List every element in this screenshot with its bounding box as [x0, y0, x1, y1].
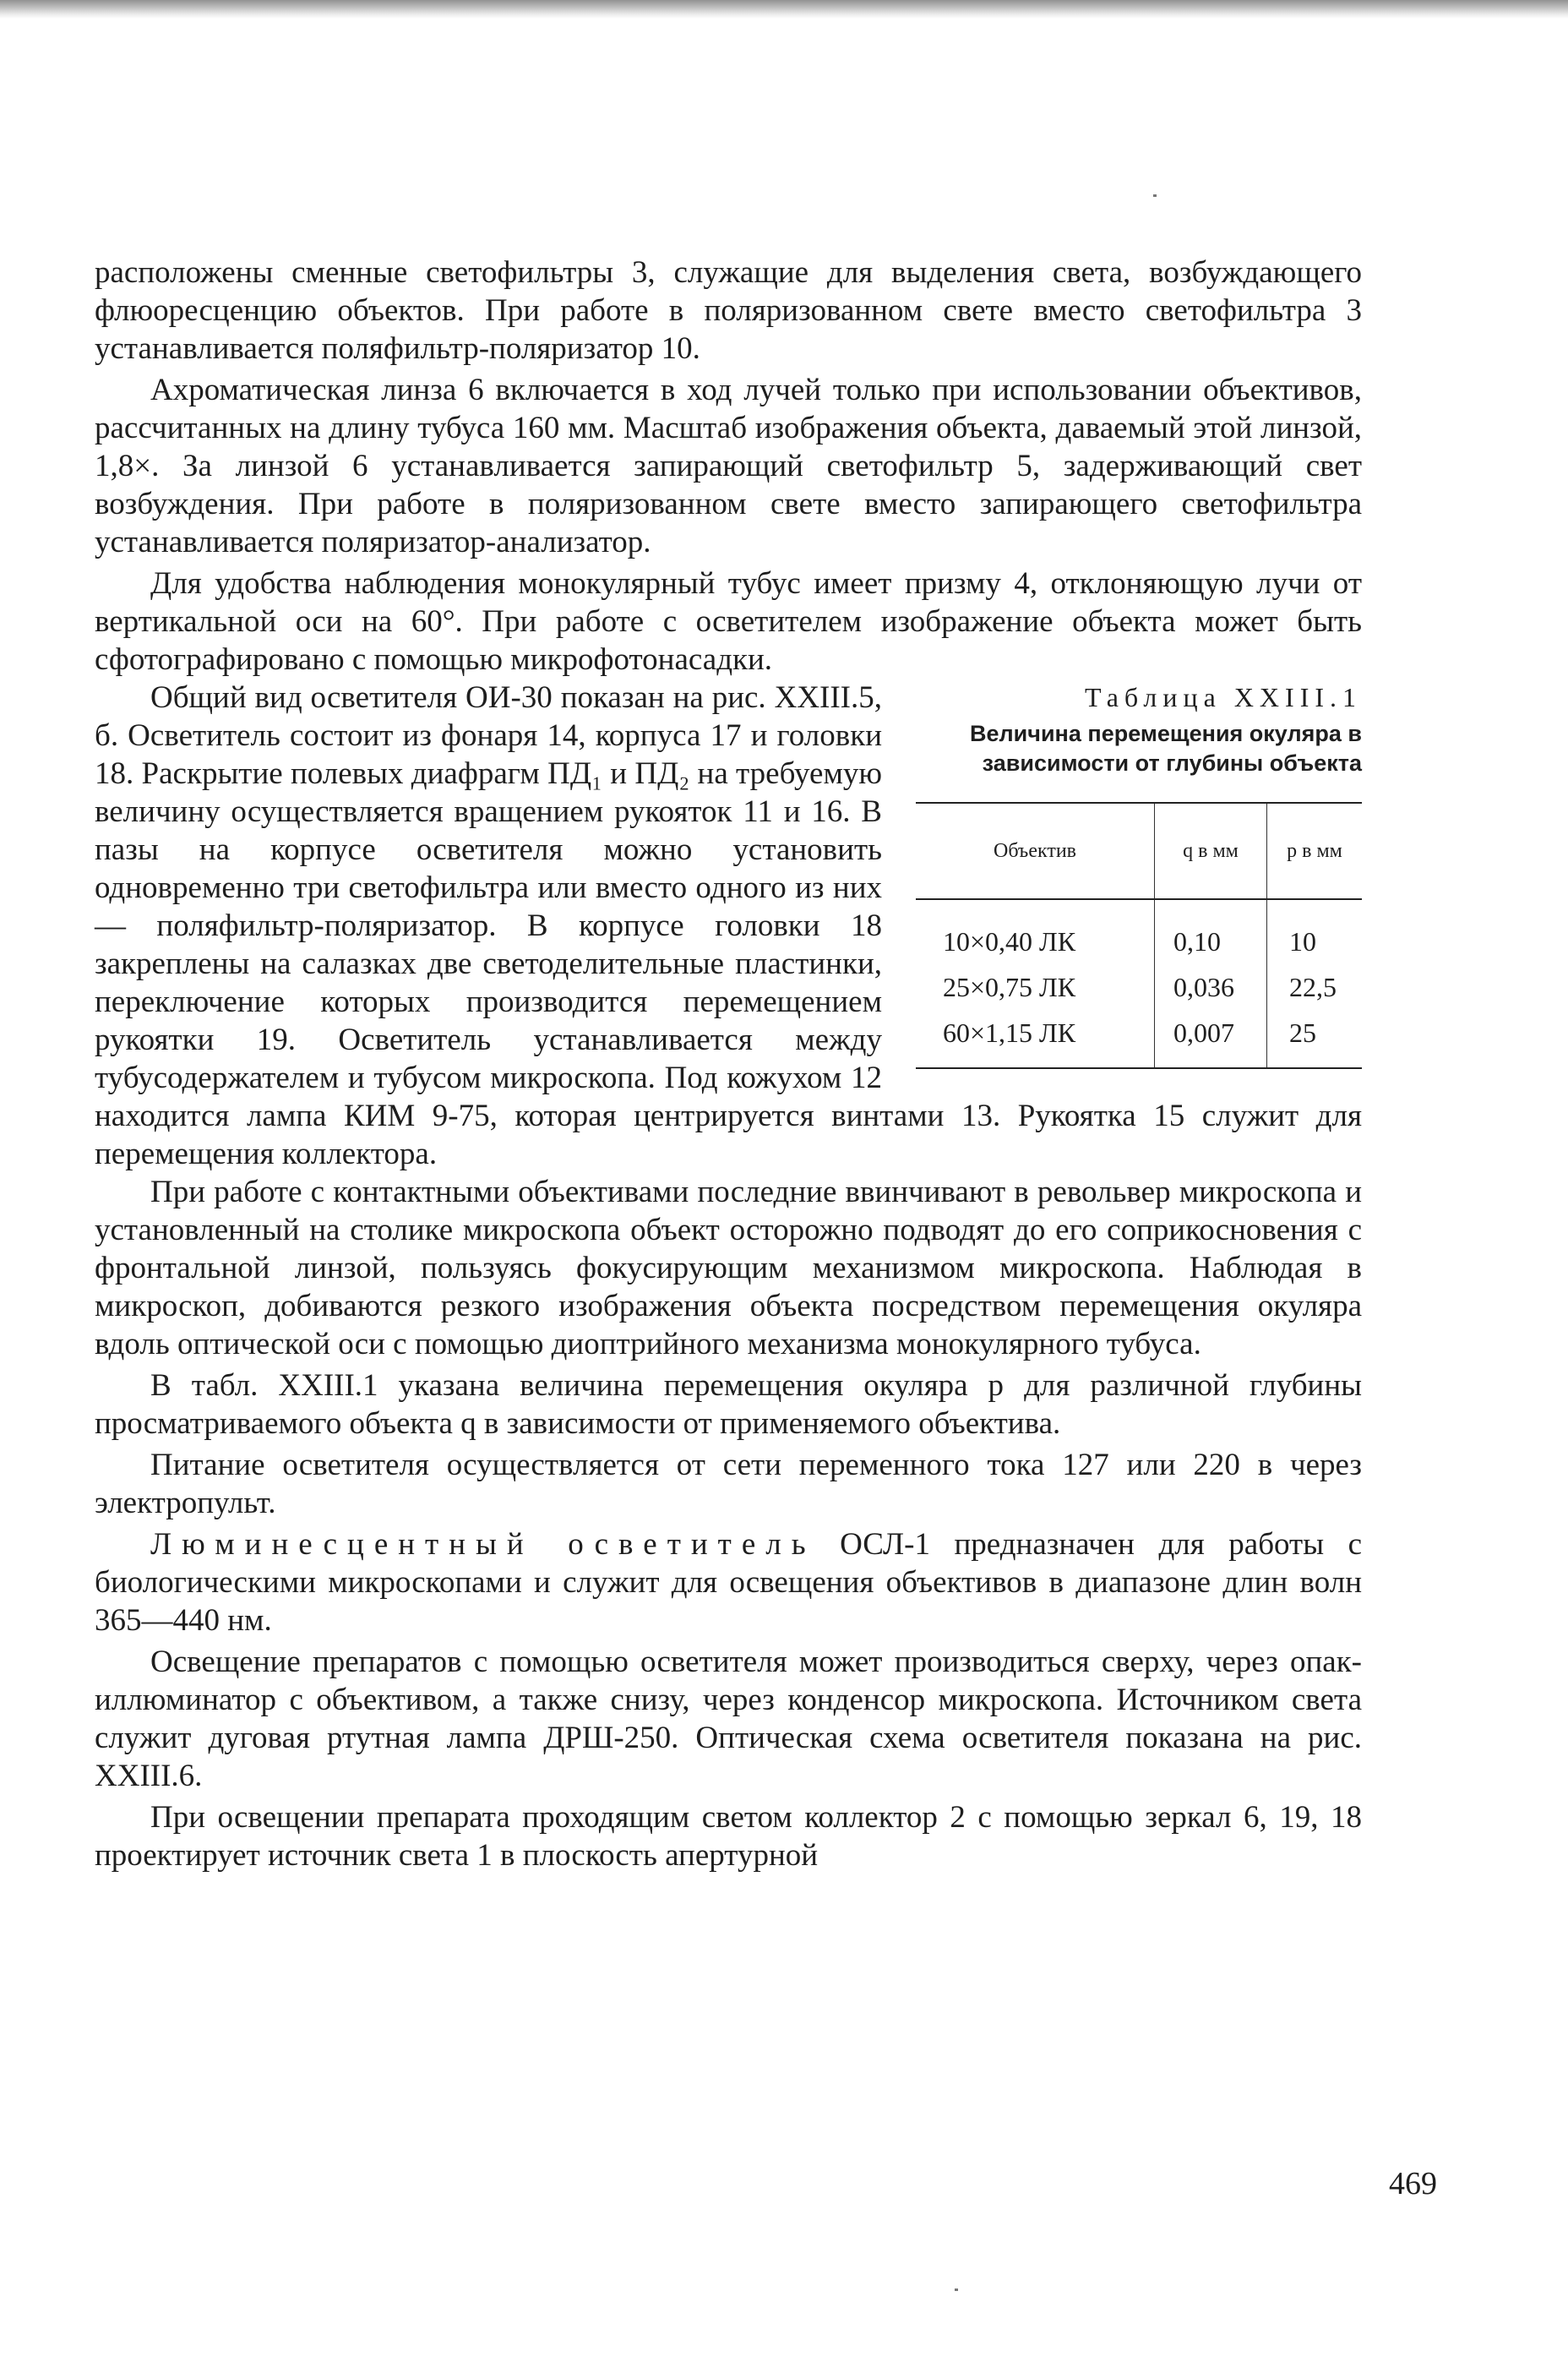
table-cell: 0,10: [1155, 899, 1267, 964]
paragraph: Питание осветителя осуществляется от сети переменного тока 127 или 220 в через электропульт.: [95, 1448, 1362, 1520]
table-cell: 0,007: [1155, 1010, 1267, 1068]
scan-speck: [1153, 194, 1157, 197]
table-cell: 22,5: [1267, 964, 1363, 1010]
text-with-table: [95, 679, 1362, 1173]
paragraph: Для удобства наблюдения монокулярный тубус имеет призму 4, отклоняющую лучи от вертикальной оси на 60°. При работе с осветителем изображение объекта может быть сфотографировано с помощью микрофотонасадки.: [95, 566, 1362, 677]
table-cell: 25×0,75 ЛК: [943, 971, 1076, 1002]
spaced-term: Люминесцентный осветитель: [150, 1527, 816, 1562]
table-cell: 25: [1267, 1010, 1363, 1068]
paragraph: Ахроматическая линза 6 включается в ход лучей только при использовании объективов, рассчитанных на длину тубуса 160 мм. Масштаб изображения объекта, даваемый этой линзой, 1,8×. За линзой 6 устанавливается запирающий светофильтр 5, задерживающий свет возбуждения. При работе в поляризованном свете вместо запирающего светофильтра устанавливается поляризатор-анализатор.: [95, 373, 1362, 559]
table-cell: 10: [1267, 899, 1363, 964]
data-table: [916, 802, 1362, 1069]
page-body: [95, 254, 1362, 1874]
table-header: q в мм: [1155, 803, 1267, 899]
table-block: [916, 679, 1362, 1069]
table-row: [916, 899, 1362, 964]
scan-speck: [955, 2288, 958, 2291]
paragraph: [95, 1525, 1362, 1639]
table-cell: 10×0,40 ЛК: [943, 925, 1076, 957]
table-row: [916, 1010, 1362, 1068]
scan-edge: [0, 0, 1568, 19]
paragraph: Освещение препаратов с помощью осветителя может производиться сверху, через опак-иллюминатор с объективом, а также снизу, через конденсор микроскопа. Источником света служит дуговая ртутная лампа ДРШ-250. Оптическая схема осветителя показана на рис. XXIII.6.: [95, 1645, 1362, 1793]
paragraph: При освещении препарата проходящим светом коллектор 2 с помощью зеркал 6, 19, 18 проектирует источник света 1 в плоскость апертурной: [95, 1800, 1362, 1873]
paragraph: расположены сменные светофильтры 3, служащие для выделения света, возбуждающего флюоресценцию объектов. При работе в поляризованном свете вместо светофильтра 3 устанавливается поляфильтр-поляризатор 10.: [95, 255, 1362, 366]
page-number: 469: [1389, 2166, 1437, 2201]
paragraph: В табл. XXIII.1 указана величина перемещения окуляра p для различной глубины просматриваемого объекта q в зависимости от применяемого объектива.: [95, 1368, 1362, 1441]
table-header: p в мм: [1267, 803, 1363, 899]
table-row: [916, 964, 1362, 1010]
table-header-row: [916, 803, 1362, 899]
paragraph-text: ОСЛ-1 предназначен для работы с биологическими микроскопами и служит для освещения объективов в диапазоне длин волн 365—440 нм.: [95, 1527, 1362, 1638]
table-title: Величина перемещения окуляра в зависимости от глубины объекта: [970, 721, 1362, 776]
paragraph: Общий вид осветителя ОИ-30 показан на рис. XXIII.5, б. Осветитель состоит из фонаря 14, корпуса 17 и головки 18. Раскрытие полевых диафрагм ПД₁ и ПД₂ на требуемую величину осуществляется вращением рукояток 11 и 16. В пазы на корпусе осветителя можно установить одновременно три светофильтра или вместо одного из них — поляфильтр-поляризатор. В корпусе головки 18 закреплены на салазках две светоделительные пластинки, переключение которых производится перемещением рукоятки 19. Осветитель устанавливается между тубусодержателем и тубусом микроскопа. Под кожухом 12 находится лампа КИМ 9-75, которая центрируется винтами 13. Рукоятка 15 служит для перемещения коллектора.: [95, 680, 1362, 1171]
table-label: Таблица XXIII.1: [1084, 682, 1362, 712]
table-cell: 60×1,15 ЛК: [916, 1010, 1155, 1068]
table-header: Объектив: [916, 803, 1155, 899]
table-cell: 0,036: [1155, 964, 1267, 1010]
paragraph: При работе с контактными объективами последние ввинчивают в револьвер микроскопа и установленный на столике микроскопа объект осторожно подводят до его соприкосновения с фронтальной линзой, пользуясь фокусирующим механизмом микроскопа. Наблюдая в микроскоп, добиваются резкого изображения объекта посредством перемещения окуляра вдоль оптической оси с помощью диоптрийного механизма монокулярного тубуса.: [95, 1175, 1362, 1361]
